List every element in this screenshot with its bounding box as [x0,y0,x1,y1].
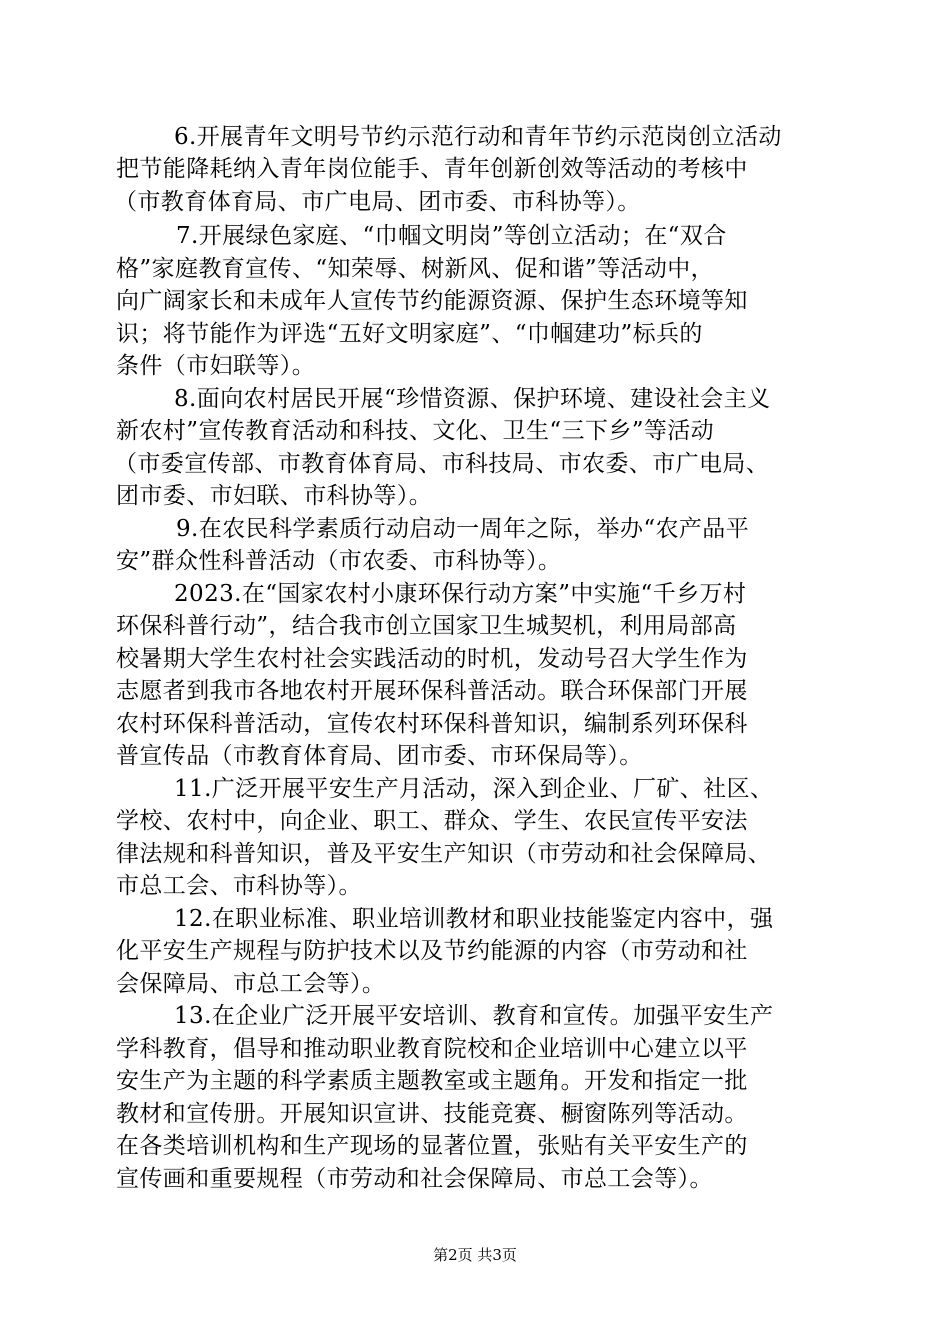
text-line: 志愿者到我市各地农村开展环保科普活动。联合环保部门开展 [116,678,748,704]
text-line: 7.开展绿色家庭、“巾帼文明岗”等创立活动；在“双合 [176,223,727,249]
text-line: 律法规和科普知识，普及平安生产知识（市劳动和社会保障局、 [116,841,772,867]
text-line: 安生产为主题的科学素质主题教室或主题角。开发和指定一批 [116,1068,748,1094]
text-line: 化平安生产规程与防护技术以及节约能源的内容（市劳动和社 [116,938,748,964]
text-line: 新农村”宣传教育活动和科技、文化、卫生“三下乡”等活动 [116,418,715,444]
text-line: 2023.在“国家农村小康环保行动方案”中实施“千乡万村 [174,581,747,607]
text-line: 11.广泛开展平安生产月活动，深入到企业、厂矿、社区、 [174,776,774,802]
text-line: 普宣传品（市教育体育局、团市委、市环保局等）。 [116,743,643,769]
text-line: 环保科普行动”，结合我市创立国家卫生城契机，利用局部高 [116,613,737,639]
text-line: 农村环保科普活动，宣传农村环保科普知识，编制系列环保科 [116,711,748,737]
text-line: 条件（市妇联等）。 [116,353,316,379]
text-line: 会保障局、市总工会等）。 [116,971,386,997]
text-line: 学校、农村中，向企业、职工、群众、学生、农民宣传平安法 [116,808,748,834]
text-line: 8.面向农村居民开展“珍惜资源、保护环境、建设社会主义 [174,386,771,412]
text-line: 市总工会、市科协等）。 [116,873,362,899]
text-line: 校暑期大学生农村社会实践活动的时机，发动号召大学生作为 [116,646,748,672]
text-line: 向广阔家长和未成年人宣传节约能源资源、保护生态环境等知 [116,288,748,314]
text-line: （市委宣传部、市教育体育局、市科技局、市农委、市广电局、 [114,451,770,477]
text-line: 教材和宣传册。开展知识宣讲、技能竞赛、橱窗陈列等活动。 [116,1101,748,1127]
text-line: 13.在企业广泛开展平安培训、教育和宣传。加强平安生产 [174,1003,774,1029]
text-line: 格”家庭教育宣传、“知荣辱、树新风、促和谐”等活动中， [116,256,715,282]
text-line: 安”群众性科普活动（市农委、市科协等）。 [116,548,562,574]
text-line: 把节能降耗纳入青年岗位能手、青年创新创效等活动的考核中 [116,156,748,182]
text-line: 识；将节能作为评选“五好文明家庭”、“巾帼建功”标兵的 [116,321,703,347]
text-line: 12.在职业标准、职业培训教材和职业技能鉴定内容中，强 [174,906,774,932]
text-line: 6.开展青年文明号节约示范行动和青年节约示范岗创立活动 [174,124,782,150]
text-line: 学科教育，倡导和推动职业教育院校和企业培训中心建立以平 [116,1036,748,1062]
text-line: 宣传画和重要规程（市劳动和社会保障局、市总工会等）。 [116,1166,713,1192]
page-number: 第2页 共3页 [433,1246,517,1264]
text-line: （市教育体育局、市广电局、团市委、市科协等）。 [114,189,641,215]
text-line: 在各类培训机构和生产现场的显著位置，张贴有关平安生产的 [116,1133,748,1159]
text-line: 团市委、市妇联、市科协等）。 [116,483,433,509]
text-line: 9.在农民科学素质行动启动一周年之际，举办“农产品平 [176,516,750,542]
